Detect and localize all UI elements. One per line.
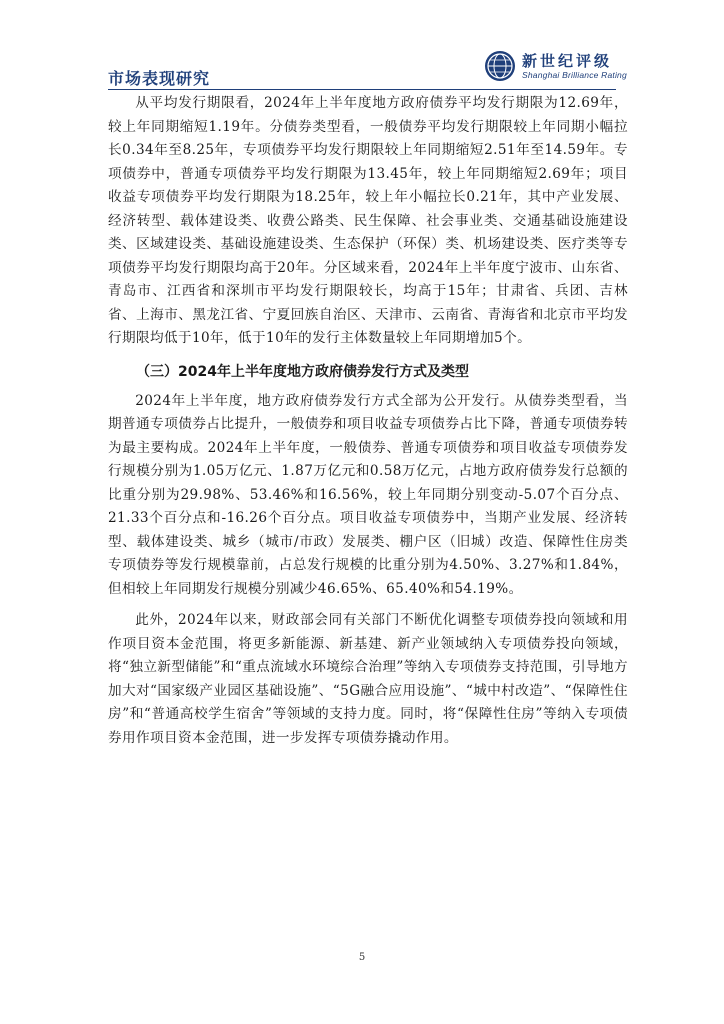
paragraph-issuance-term: 从平均发行期限看，2024年上半年度地方政府债券平均发行期限为12.69年，较上年同期缩短1.19年。分债券类型看，一般债券平均发行期限较上年同期小幅拉长0.34年至8.25年，专项债券平均发行期限较上年同期缩短2.51年至14.59年。专项债券中，普通专项债券平均发行期限为13.45年，较上年同期缩短2.69年；项目收益专项债券平均发行期限为18.25年，较上年小幅拉长0.21年，其中产业发展、经济转型、载体建设类、收费公路类、民生保障、社会事业类、交通基础设施建设类、区域建设类、基础设施建设类、生态保护（环保）类、机场建设类、医疗类等专项债券平均发行期限均高于20年。分区域来看，2024年上半年度宁波市、山东省、青岛市、江西省和深圳市平均发行期限较长，均高于15年；甘肃省、兵团、吉林省、上海市、黑龙江省、宁夏回族自治区、天津市、云南省、青海省和北京市平均发行期限均低于10年，低于10年的发行主体数量较上年同期增加5个。 bbox=[108, 95, 628, 346]
section-heading: （三）2024年上半年度地方政府债券发行方式及类型 bbox=[136, 363, 469, 380]
header-divider bbox=[108, 89, 616, 90]
logo-chinese-name: 新世纪评级 bbox=[522, 52, 613, 70]
globe-logo-icon bbox=[484, 50, 516, 82]
company-logo bbox=[484, 46, 632, 86]
page-number: 5 bbox=[358, 952, 366, 963]
paragraph-policy-update: 此外，2024年以来，财政部会同有关部门不断优化调整专项债券投向领域和用作项目资本金范围，将更多新能源、新基建、新产业领域纳入专项债券投向领域，将“独立新型储能”和“重点流域水环境综合治理”等纳入专项债券支持范围，引导地方加大对“国家级产业园区基础设施”、“5G融合应用设施”、“城中村改造”、“保障性住房”和“普通高校学生宿舍”等领域的支持力度。同时，将“保障性住房”等纳入专项债券用作项目资本金范围，进一步发挥专项债券撬动作用。 bbox=[108, 612, 628, 746]
logo-english-name: Shanghai Brilliance Rating bbox=[522, 70, 627, 80]
header-title: 市场表现研究 bbox=[108, 69, 211, 88]
document-body bbox=[108, 92, 628, 750]
paragraph-issuance-method: 2024年上半年度，地方政府债券发行方式全部为公开发行。从债券类型看，当期普通专项债券占比提升，一般债券和项目收益专项债券占比下降，普通专项债券转为最主要构成。2024年上半年度，一般债券、普通专项债券和项目收益专项债券发行规模分别为1.05万亿元、1.87万亿元和0.58万亿元，占地方政府债券发行总额的比重分别为29.98%、53.46%和16.56%，较上年同期分别变动-5.07个百分点、21.33个百分点和-16.26个百分点。项目收益专项债券中，当期产业发展、经济转型、载体建设类、城乡（城市/市政）发展类、棚户区（旧城）改造、保障性住房类专项债券等发行规模靠前，占总发行规模的比重分别为4.50%、3.27%和1.84%，但相较上年同期发行规模分别减少46.65%、65.40%和54.19%。 bbox=[108, 392, 628, 597]
